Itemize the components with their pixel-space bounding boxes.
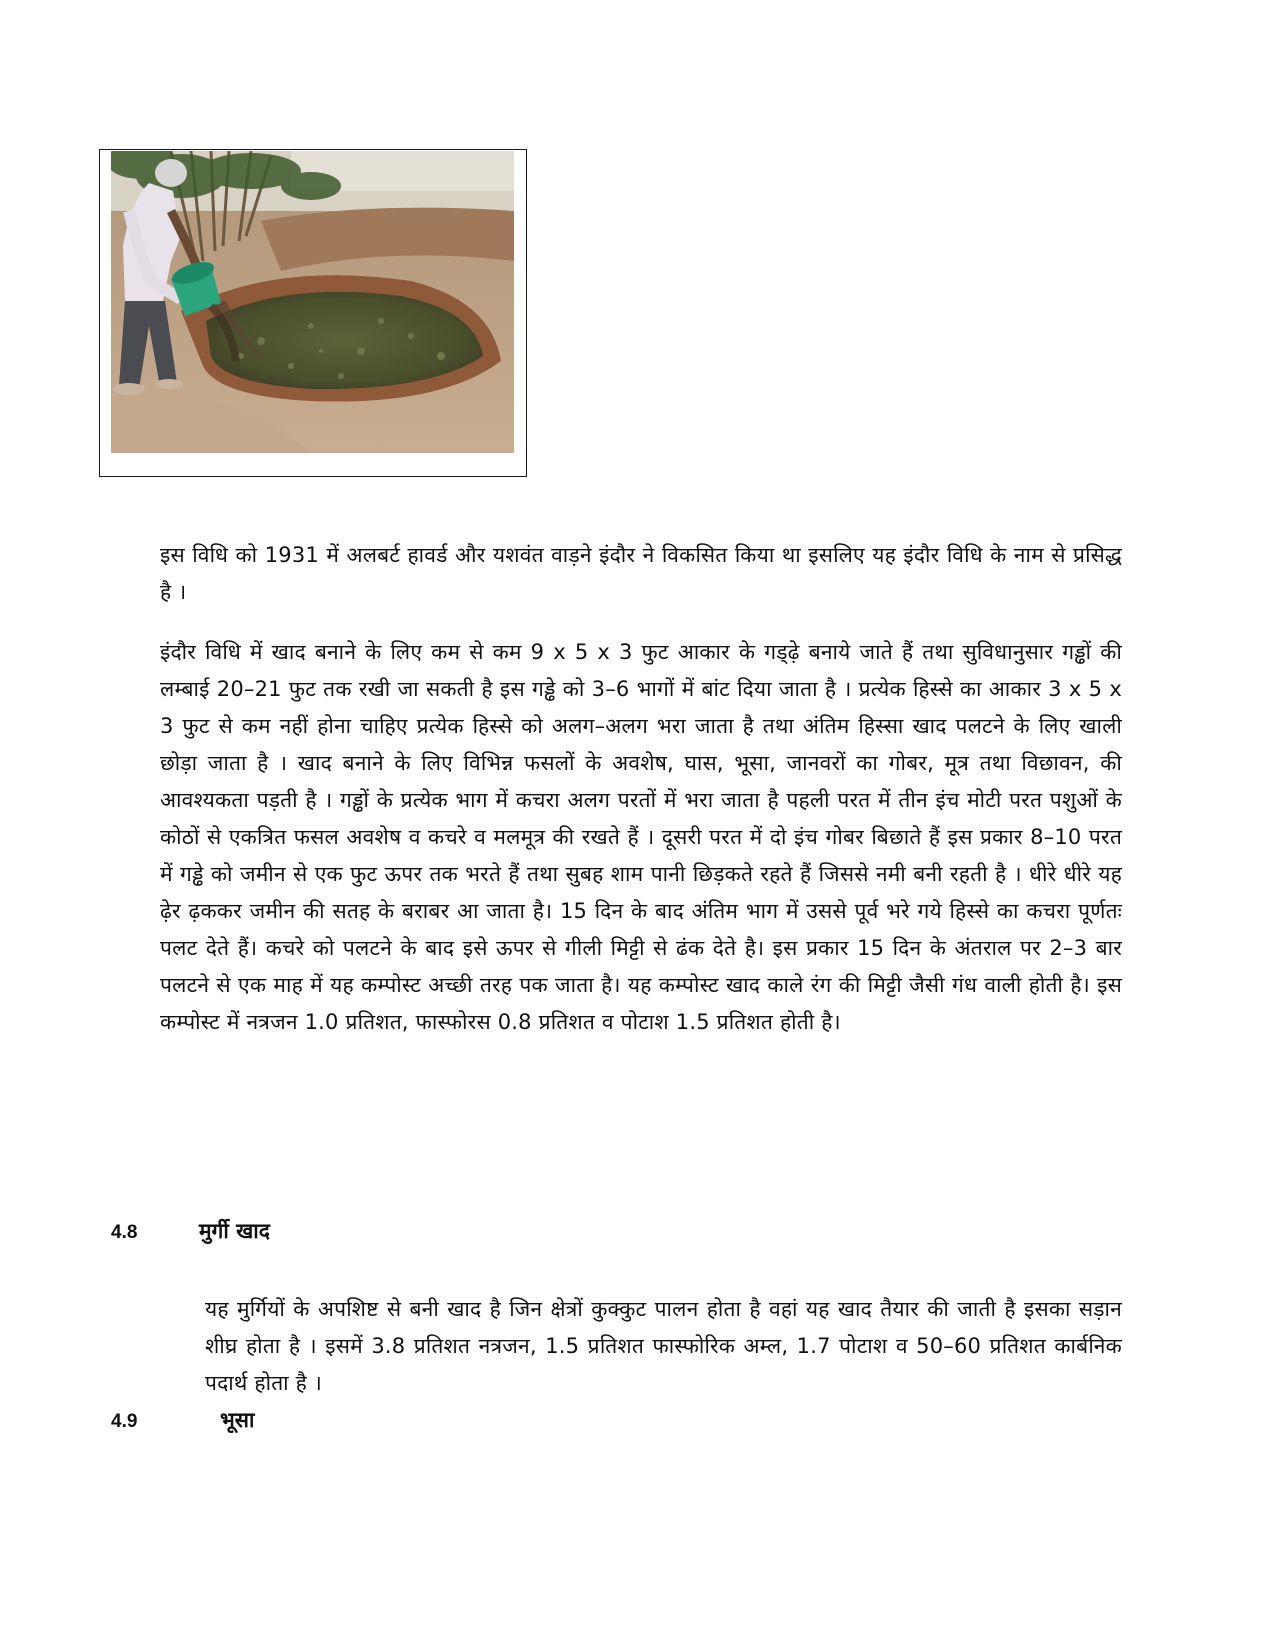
compost-pit-photo xyxy=(111,151,514,453)
section-heading-4-9 xyxy=(111,1405,254,1437)
indore-method-paragraph: इंदौर विधि में खाद बनाने के लिए कम से कम 9 x 5 x 3 फुट आकार के गड्ढ़े बनाये जाते हैं तथा सुविधानुसार गड्ढों की लम्बाई 20–21 फुट तक रखी जा सकती है इस गड्ढे को 3–6 भागों में बांट दिया जाता है । प्रत्येक हिस्से का आकार 3 x 5 x 3 फुट से कम नहीं होना चाहिए प्रत्येक हिस्से को अलग–अलग भरा जाता है तथा अंतिम हिस्सा खाद पलटने के लिए खाली छोड़ा जाता है । खाद बनाने के लिए विभिन्न फसलों के अवशेष, घास, भूसा, जानवरों का गोबर, मूत्र तथा विछावन, की आवश्यकता पड़ती है । गड्ढों के प्रत्येक भाग में कचरा अलग परतों में भरा जाता है पहली परत में तीन इंच मोटी परत पशुओं के कोठों से एकत्रित फसल अवशेष व कचरे व मलमूत्र की रखते हैं । दूसरी परत में दो इंच गोबर बिछाते हैं इस प्रकार 8–10 परत में गड्ढे को जमीन से एक फुट ऊपर तक भरते हैं तथा सुबह शाम पानी छिड़कते रहते हैं जिससे नमी बनी रहती है । धीरे धीरे यह ढ़ेर ढ़ककर जमीन की सतह के बराबर आ जाता है। 15 दिन के बाद अंतिम भाग में उससे पूर्व भरे गये हिस्से का कचरा पूर्णतः पलट देते हैं। कचरे को पलटने के बाद इसे ऊपर से गीली मिट्टी से ढंक देते है। इस प्रकार 15 दिन के अंतराल पर 2–3 बार पलटने से एक माह में यह कम्पोस्ट अच्छी तरह पक जाता है। यह कम्पोस्ट खाद काले रंग की मिट्टी जैसी गंध वाली होती है। इस कम्पोस्ट में नत्रजन 1.0 प्रतिशत, फास्फोरस 0.8 प्रतिशत व पोटाश 1.5 प्रतिशत होती है। xyxy=(160,640,1122,1034)
figure-frame xyxy=(99,149,527,477)
intro-paragraph: इस विधि को 1931 में अलबर्ट हावर्ड और यशवंत वाड़ने इंदौर ने विकसित किया था इसलिए यह इंदौर विधि के नाम से प्रसिद्ध है । xyxy=(160,543,1122,604)
poultry-manure-paragraph: यह मुर्गियों के अपशिष्ट से बनी खाद है जिन क्षेत्रों कुक्कुट पालन होता है वहां यह खाद तैयार की जाती है इसका सड़ान शीघ्र होता है । इसमें 3.8 प्रतिशत नत्रजन, 1.5 प्रतिशत फास्फोरिक अम्ल, 1.7 पोटाश व 50–60 प्रतिशत कार्बनिक पदार्थ होता है । xyxy=(205,1297,1122,1395)
section-number: 4.9 xyxy=(111,1411,138,1432)
section-title: मुर्गी खाद xyxy=(199,1219,270,1243)
section-title: भूसा xyxy=(220,1408,255,1432)
section-number: 4.8 xyxy=(111,1222,138,1243)
section-heading-4-8 xyxy=(111,1216,270,1248)
photo-illustration xyxy=(111,151,514,453)
